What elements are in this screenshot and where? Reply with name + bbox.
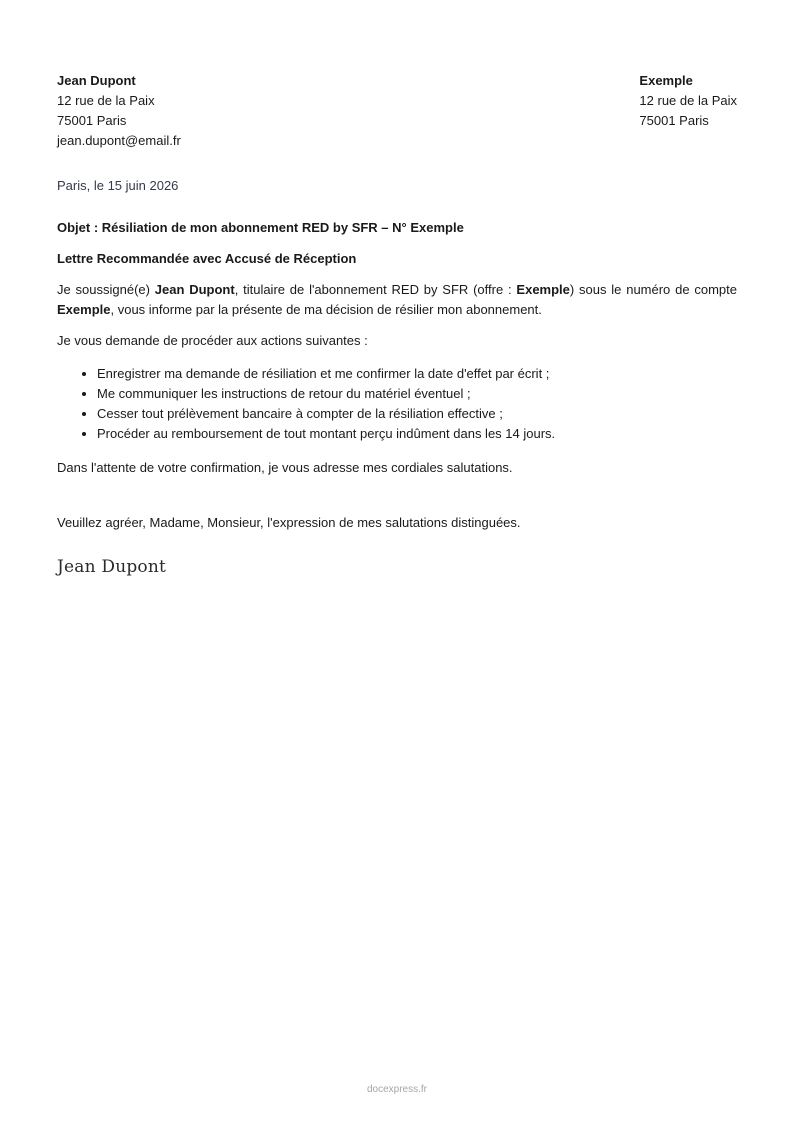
subject-line: Objet : Résiliation de mon abonnement RED by SFR – N° Exemple: [57, 220, 464, 235]
sender-block: [57, 71, 181, 151]
list-item: • Enregistrer ma demande de résiliation et me confirmer la date d'effet par écrit ;: [97, 364, 737, 384]
body-offer: Exemple: [516, 282, 570, 297]
closing-paragraph: Dans l'attente de votre confirmation, je vous adresse mes cordiales salutations.: [57, 460, 513, 475]
body-sender-name: Jean Dupont: [154, 282, 235, 297]
actions-intro: Je vous demande de procéder aux actions suivantes :: [57, 333, 368, 348]
body-text: ) sous le numéro de compte: [569, 282, 737, 297]
recipient-address: 12 rue de la Paix: [639, 93, 737, 108]
recipient-block: [639, 71, 737, 151]
body-text: , titulaire de l'abonnement RED by SFR (offre :: [234, 282, 517, 297]
letter-page: [57, 71, 737, 577]
list-item: • Me communiquer les instructions de retour du matériel éventuel ;: [97, 384, 737, 404]
body-text: , vous informe par la présente de ma décision de résilier mon abonnement.: [110, 302, 542, 317]
registered-mail-line: Lettre Recommandée avec Accusé de Réception: [57, 251, 357, 266]
list-item: • Procéder au remboursement de tout montant perçu indûment dans les 14 jours.: [97, 424, 737, 444]
body-account-number: Exemple: [57, 302, 111, 317]
body-text: Je soussigné(e): [57, 282, 155, 297]
body-paragraph-1: [57, 280, 737, 320]
footer-brand: docexpress.fr: [366, 1084, 428, 1095]
date-line: Paris, le 15 juin 2026: [57, 178, 179, 193]
sender-email: jean.dupont@email.fr: [57, 133, 181, 148]
list-item: • Cesser tout prélèvement bancaire à compter de la résiliation effective ;: [97, 404, 737, 424]
sender-city: 75001 Paris: [57, 113, 127, 128]
sender-address: 12 rue de la Paix: [57, 93, 155, 108]
sender-name: Jean Dupont: [57, 73, 136, 88]
actions-list: [57, 364, 737, 444]
signature: Jean Dupont: [57, 557, 167, 577]
letter-header: [57, 71, 737, 151]
recipient-name: Exemple: [639, 73, 693, 88]
politeness-formula: Veuillez agréer, Madame, Monsieur, l'expression de mes salutations distinguées.: [57, 515, 521, 530]
recipient-city: 75001 Paris: [639, 113, 709, 128]
